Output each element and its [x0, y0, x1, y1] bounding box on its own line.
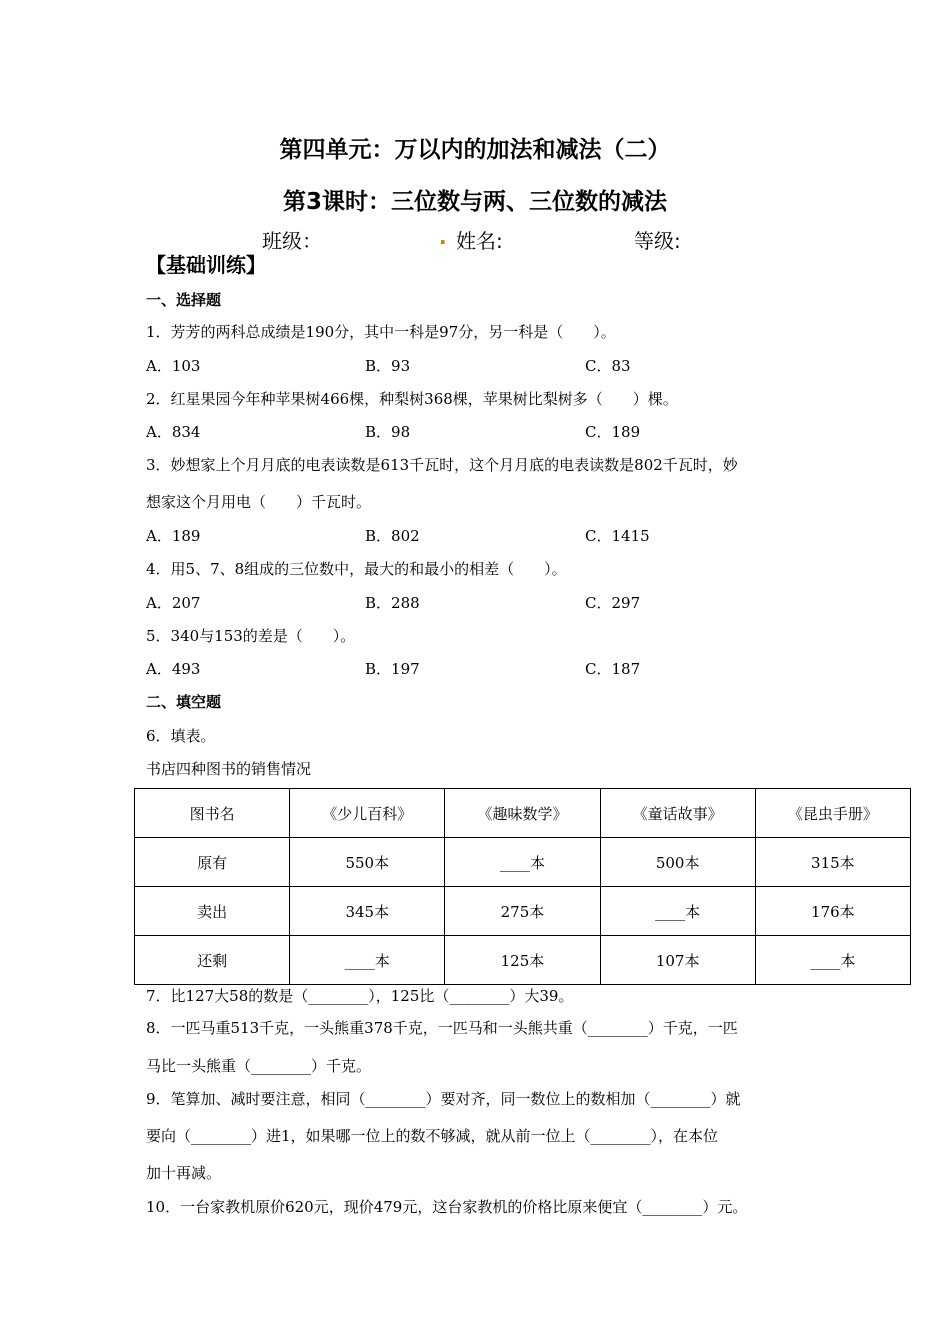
table-cell: 《趣味数学》 [445, 789, 600, 838]
q5-option-c: C．187 [585, 660, 641, 678]
q5-option-b: B．197 [365, 660, 420, 678]
q4-option-a: A．207 [146, 594, 201, 612]
table-cell: ____本 [600, 887, 755, 936]
table-cell: 《少儿百科》 [290, 789, 445, 838]
question-9-line3: 加十再减。 [146, 1164, 222, 1182]
q1-option-a: A．103 [146, 357, 201, 375]
table-cell: ____本 [445, 838, 600, 887]
question-8-line1: 8．一匹马重513千克，一头熊重378千克，一匹马和一头熊共重（________）千克，一匹 [146, 1019, 738, 1037]
q4-option-b: B．288 [365, 594, 420, 612]
table-caption: 书店四种图书的销售情况 [146, 760, 312, 778]
q3-option-a: A．189 [146, 527, 201, 545]
name-label: 姓名: [456, 229, 503, 253]
question-8-line2: 马比一头熊重（________）千克。 [146, 1057, 372, 1075]
table-cell: 107本 [600, 936, 755, 985]
table-cell: 还剩 [135, 936, 290, 985]
table-cell: 275本 [445, 887, 600, 936]
table-cell: 315本 [755, 838, 910, 887]
table-row [135, 936, 911, 985]
question-3-line1: 3．妙想家上个月月底的电表读数是613千瓦时，这个月月底的电表读数是802千瓦时，妙 [146, 456, 738, 474]
section-title: 【基础训练】 [146, 253, 266, 277]
table-cell: 图书名 [135, 789, 290, 838]
table-cell: 500本 [600, 838, 755, 887]
grade-label: 等级: [634, 229, 681, 253]
table-cell: 《昆虫手册》 [755, 789, 910, 838]
question-9-line1: 9．笔算加、减时要注意，相同（________）要对齐，同一数位上的数相加（________）就 [146, 1090, 741, 1108]
q2-option-c: C．189 [585, 423, 641, 441]
q5-option-a: A．493 [146, 660, 201, 678]
lesson-subtitle: 第3课时：三位数与两、三位数的减法 [282, 189, 667, 215]
table-cell: ____本 [290, 936, 445, 985]
table-row [135, 887, 911, 936]
q2-option-b: B．98 [365, 423, 411, 441]
class-label: 班级： [262, 229, 322, 253]
table-cell: 卖出 [135, 887, 290, 936]
question-7: 7．比127大58的数是（________），125比（________）大39。 [146, 987, 574, 1005]
table-cell: 原有 [135, 838, 290, 887]
table-cell: 176本 [755, 887, 910, 936]
page-title: 第四单元：万以内的加法和减法（二） [279, 137, 671, 163]
question-2: 2．红星果园今年种苹果树466棵，种梨树368棵，苹果树比梨树多（ ）棵。 [146, 390, 678, 408]
q2-option-a: A．834 [146, 423, 201, 441]
table-cell: 《童话故事》 [600, 789, 755, 838]
q3-option-c: C．1415 [585, 527, 650, 545]
part2-title: 二、填空题 [146, 693, 222, 711]
table-cell: 345本 [290, 887, 445, 936]
question-3-line2: 想家这个月用电（ ）千瓦时。 [146, 493, 372, 511]
table-cell: 125本 [445, 936, 600, 985]
table-cell: ____本 [755, 936, 910, 985]
q1-option-b: B．93 [365, 357, 411, 375]
q4-option-c: C．297 [585, 594, 641, 612]
question-1: 1．芳芳的两科总成绩是190分，其中一科是97分，另一科是（ ）。 [146, 323, 616, 341]
question-6: 6．填表。 [146, 727, 216, 745]
question-5: 5．340与153的差是（ ）。 [146, 627, 356, 645]
table-row [135, 789, 911, 838]
question-4: 4．用5、7、8组成的三位数中，最大的和最小的相差（ ）。 [146, 560, 567, 578]
separator-dot: . [439, 225, 447, 249]
part1-title: 一、选择题 [146, 291, 222, 309]
question-9-line2: 要向（________）进1，如果哪一位上的数不够减，就从前一位上（________），在本位 [146, 1127, 719, 1145]
q3-option-b: B．802 [365, 527, 420, 545]
q1-option-c: C．83 [585, 357, 631, 375]
table-cell: 550本 [290, 838, 445, 887]
sales-table [134, 788, 911, 985]
table-row [135, 838, 911, 887]
question-10: 10．一台家教机原价620元，现价479元，这台家教机的价格比原来便宜（________）元。 [146, 1198, 748, 1216]
